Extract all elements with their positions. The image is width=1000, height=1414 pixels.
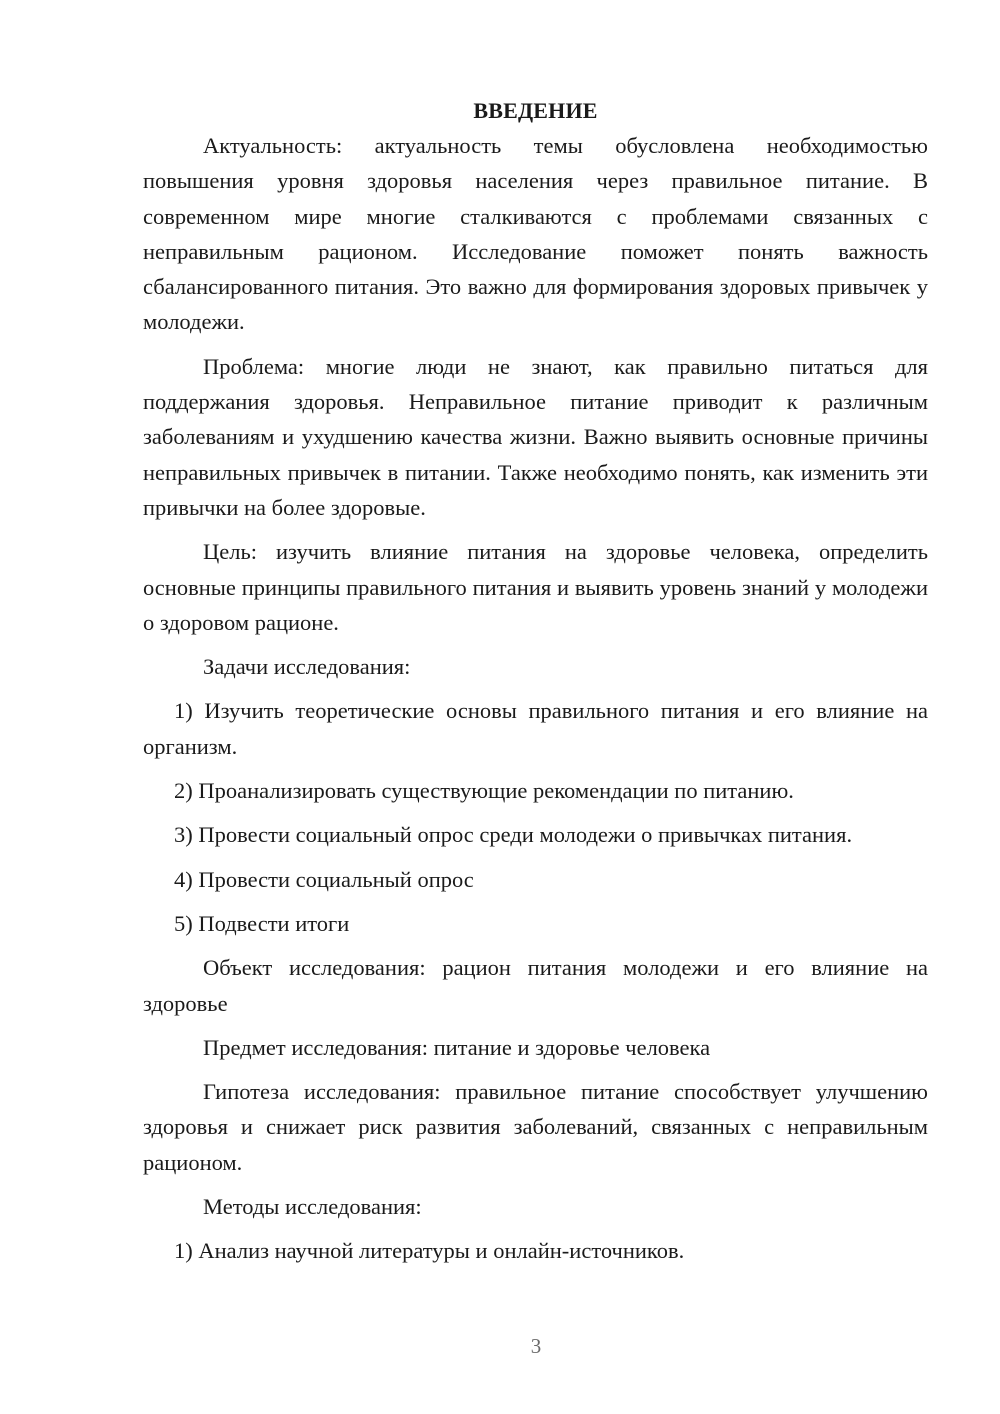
task-item-4: 4) Провести социальный опрос	[174, 866, 474, 892]
tasks-heading: Задачи исследования:	[203, 654, 411, 680]
relevance-paragraph: Актуальность: актуальность темы обусловлена необходимостью повышения уровня здоровья населения через правильное питание. В современном мире многие сталкиваются с проблемами связанных с неправильным рационом. Исследование поможет понять важность сбалансированного питания. Это важно для формирования здоровых привычек у молодежи.	[143, 133, 928, 335]
section-heading: ВВЕДЕНИЕ	[473, 98, 598, 123]
task-item-1: 1) Изучить теоретические основы правильного питания и его влияние на организм.	[143, 698, 928, 759]
method-item-1: 1) Анализ научной литературы и онлайн-источников.	[174, 1238, 685, 1264]
task-item-3: 3) Провести социальный опрос среди молодежи о привычках питания.	[174, 822, 853, 848]
methods-heading: Методы исследования:	[203, 1194, 422, 1220]
task-item-2: 2) Проанализировать существующие рекомендации по питанию.	[174, 778, 794, 804]
page-number: 3	[530, 1334, 542, 1358]
task-item-5: 5) Подвести итоги	[174, 910, 350, 936]
subject-paragraph: Предмет исследования: питание и здоровье человека	[203, 1034, 711, 1060]
goal-paragraph: Цель: изучить влияние питания на здоровье человека, определить основные принципы правильного питания и выявить уровень знаний у молодежи о здоровом рационе.	[143, 539, 928, 635]
problem-paragraph: Проблема: многие люди не знают, как правильно питаться для поддержания здоровья. Неправильное питание приводит к различным заболеваниям и ухудшению качества жизни. Важно выявить основные причины неправильных привычек в питании. Также необходимо понять, как изменить эти привычки на более здоровые.	[143, 353, 928, 520]
document-page	[143, 94, 928, 1278]
object-paragraph: Объект исследования: рацион питания молодежи и его влияние на здоровье	[143, 955, 928, 1016]
hypothesis-paragraph: Гипотеза исследования: правильное питание способствует улучшению здоровья и снижает риск развития заболеваний, связанных с неправильным рационом.	[143, 1079, 928, 1175]
